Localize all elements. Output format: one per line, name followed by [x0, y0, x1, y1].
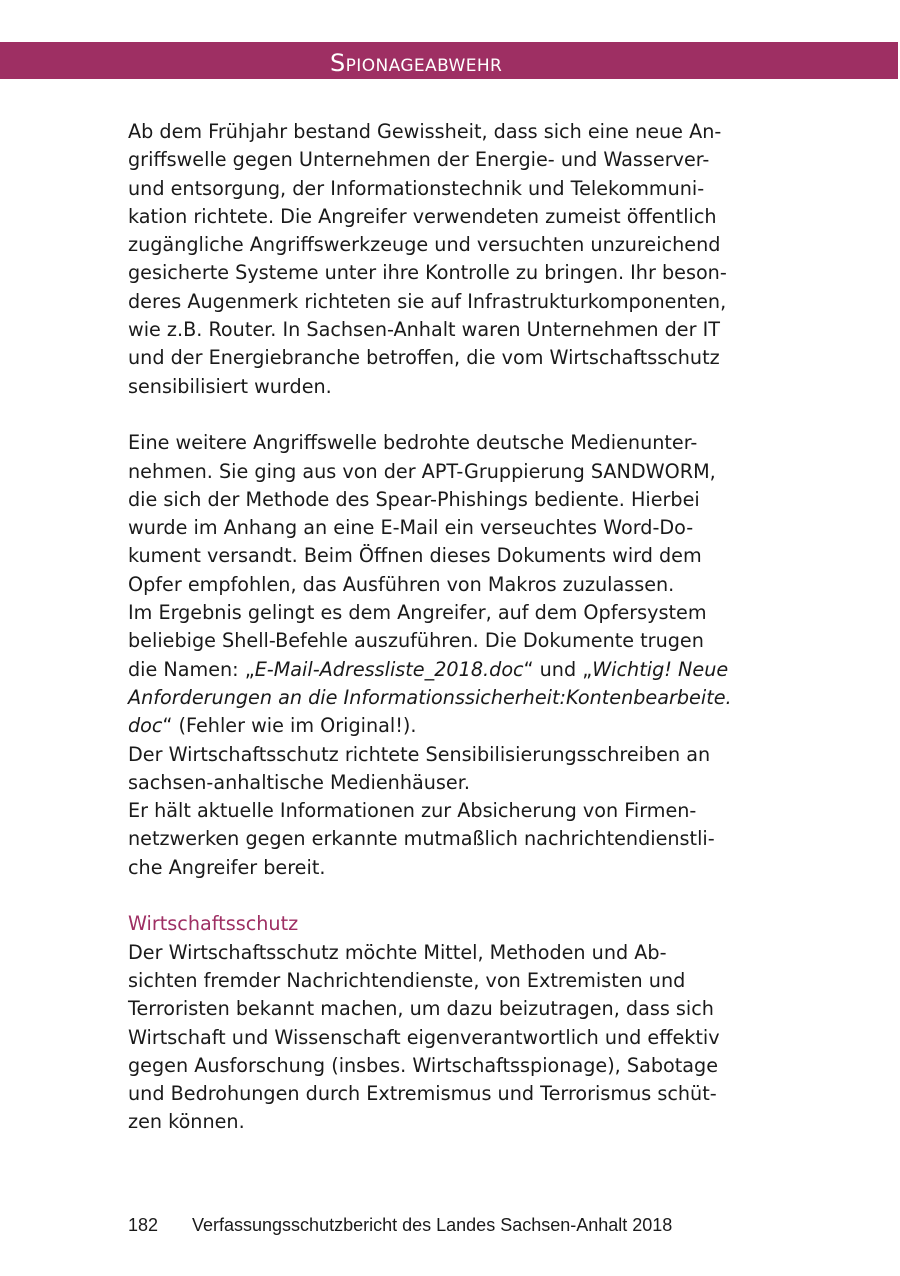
text-line: wie z.B. Router. In Sachsen-Anhalt waren Unternehmen der IT: [128, 318, 720, 342]
text-line: Der Wirtschaftsschutz möchte Mittel, Methoden und Ab-: [128, 940, 667, 964]
file-name-2-line: [128, 684, 768, 712]
publication-title: Verfassungsschutzbericht des Landes Sachsen-Anhalt 2018: [192, 1215, 673, 1235]
names-middle: “ und „: [523, 657, 593, 681]
text-line: wurde im Anhang an eine E-Mail ein verseuchtes Word-Do-: [128, 516, 694, 540]
main-content: [128, 118, 768, 1137]
page-footer: [128, 1213, 672, 1237]
original-note: “ (Fehler wie im Original!).: [162, 714, 417, 738]
text-line: gegen Ausforschung (insbes. Wirtschaftsspionage), Sabotage: [128, 1053, 719, 1077]
text-line: gesicherte Systeme unter ihre Kontrolle zu bringen. Ihr beson-: [128, 261, 727, 285]
file-name-1: E-Mail-Adressliste_2018.doc: [254, 657, 524, 681]
paragraph-1: [128, 118, 768, 401]
file-name-2-end-line: [128, 712, 768, 740]
text-line: Eine weitere Angriffswelle bedrohte deutsche Medienunter-: [128, 431, 698, 455]
text-line: sensibilisiert wurden.: [128, 374, 332, 398]
text-line: Wirtschaft und Wissenschaft eigenverantwortlich und effektiv: [128, 1025, 720, 1049]
text-line: sichten fremder Nachrichtendienste, von Extremisten und: [128, 968, 686, 992]
section-heading: Wirtschaftsschutz: [128, 912, 299, 936]
text-line: Terroristen bekannt machen, um dazu beizutragen, dass sich: [128, 997, 714, 1021]
file-name-2-end: doc: [128, 714, 163, 738]
names-prefix: die Namen: „: [128, 657, 255, 681]
page-number: 182: [128, 1215, 159, 1235]
text-line: Im Ergebnis gelingt es dem Angreifer, auf dem Opfersystem: [128, 601, 707, 625]
text-line: deres Augenmerk richteten sie auf Infrastrukturkomponenten,: [128, 289, 727, 313]
file-name-2-middle: Anforderungen an die Informationssicherheit:Kontenbearbeite.: [128, 685, 732, 709]
text-line: kation richtete. Die Angreifer verwendeten zumeist öffentlich: [128, 204, 717, 228]
text-line: kument versandt. Beim Öffnen dieses Dokuments wird dem: [128, 544, 702, 568]
text-line: die sich der Methode des Spear-Phishings bediente. Hierbei: [128, 487, 700, 511]
text-line: griffswelle gegen Unternehmen der Energie- und Wasserver-: [128, 148, 710, 172]
text-line: zen können.: [128, 1110, 245, 1134]
text-line: netzwerken gegen erkannte mutmaßlich nachrichtendienstli-: [128, 827, 715, 851]
text-line: Er hält aktuelle Informationen zur Absicherung von Firmen-: [128, 799, 697, 823]
text-line: zugängliche Angriffswerkzeuge und versuchten unzureichend: [128, 233, 721, 257]
text-line: und entsorgung, der Informationstechnik und Telekommuni-: [128, 176, 705, 200]
text-line: und der Energiebranche betroffen, die vom Wirtschaftsschutz: [128, 346, 720, 370]
text-line: nehmen. Sie ging aus von der APT-Gruppierung SANDWORM,: [128, 459, 716, 483]
text-line: sachsen-anhaltische Medienhäuser.: [128, 770, 470, 794]
text-line: che Angreifer bereit.: [128, 855, 326, 879]
paragraph-gap: [128, 882, 768, 910]
text-line: und Bedrohungen durch Extremismus und Terrorismus schüt-: [128, 1082, 717, 1106]
paragraph-gap: [128, 401, 768, 429]
text-line: Der Wirtschaftsschutz richtete Sensibilisierungsschreiben an: [128, 742, 711, 766]
paragraph-2: [128, 429, 768, 882]
text-line: beliebige Shell-Befehle auszuführen. Die Dokumente trugen: [128, 629, 704, 653]
file-name-2-start: Wichtig! Neue: [592, 657, 729, 681]
text-line: Opfer empfohlen, das Ausführen von Makros zuzulassen.: [128, 572, 675, 596]
text-line: Ab dem Frühjahr bestand Gewissheit, dass sich eine neue An-: [128, 120, 722, 143]
page-title: Spionageabwehr: [330, 49, 503, 77]
document-names-line: [128, 656, 768, 684]
section-wirtschaftsschutz: [128, 910, 768, 1136]
